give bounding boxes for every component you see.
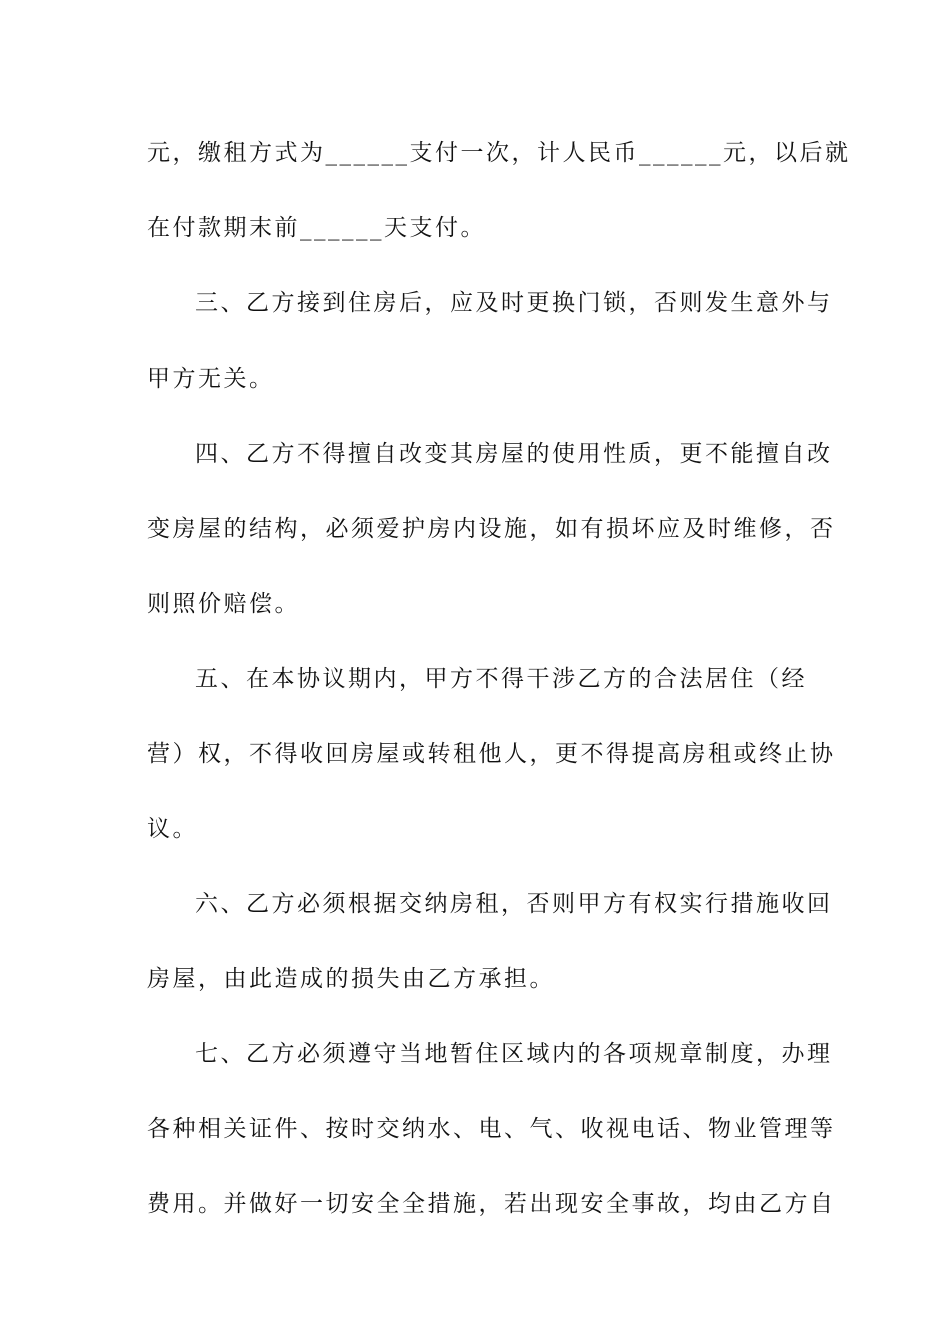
text-line: 甲方无关。: [147, 366, 275, 392]
text-line: 则照价赔偿。: [147, 591, 300, 617]
text-line: 费用。并做好一切安全全措施，若出现安全事故，均由乙方自: [147, 1191, 836, 1217]
paragraph-3-start: 三、乙方接到住房后，应及时更换门锁，否则发生意外与: [195, 290, 833, 316]
text-line: 在付款期末前______天支付。: [147, 215, 486, 241]
text-line: 变房屋的结构，必须爱护房内设施，如有损坏应及时维修，否: [147, 516, 836, 542]
paragraph-6-start: 六、乙方必须根据交纳房租，否则甲方有权实行措施收回: [195, 891, 833, 917]
text-line: 房屋，由此造成的损失由乙方承担。: [147, 966, 555, 992]
text-line: 元，缴租方式为______支付一次，计人民币______元，以后就: [147, 140, 851, 166]
paragraph-4-start: 四、乙方不得擅自改变其房屋的使用性质，更不能擅自改: [195, 441, 833, 467]
text-line: 议。: [147, 816, 198, 842]
paragraph-7-start: 七、乙方必须遵守当地暂住区域内的各项规章制度，办理: [195, 1041, 833, 1067]
text-line: 营）权，不得收回房屋或转租他人，更不得提高房租或终止协: [147, 741, 836, 767]
paragraph-5-start: 五、在本协议期内，甲方不得干涉乙方的合法居住（经: [195, 666, 807, 692]
text-line: 各种相关证件、按时交纳水、电、气、收视电话、物业管理等: [147, 1116, 836, 1142]
